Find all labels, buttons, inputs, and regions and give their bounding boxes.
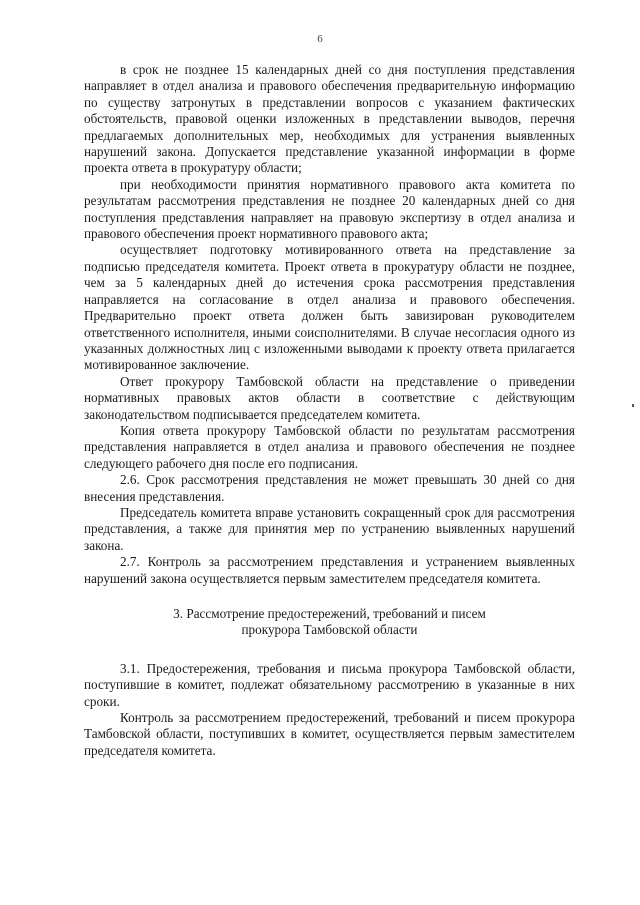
paragraph-response-preparation: осуществляет подготовку мотивированного ответа на представление за подписью председателя комитета. Проект ответа в прокуратуру области не позднее, чем за 5 календарных дней до истечения срока рассмотрения представления направляется на согласование в отдел анализа и правового обеспечения. Предварительно проект ответа должен быть завизирован руководителем ответственного исполнителя, иными соисполнителями. В случае несогласия одного из указанных должностных лиц с изложенными выводами к проекту ответа прилагается мотивированное заключение. xyxy=(84,242,575,373)
scan-artifact-mark xyxy=(632,404,634,407)
paragraph-legal-act-expertise: при необходимости принятия нормативного правового акта комитета по результатам рассмотрения представления не позднее 20 календарных дней со дня поступления представления направляет на правовую экспертизу в отдел анализа и правового обеспечения проект нормативного правового акта; xyxy=(84,176,575,242)
document-body xyxy=(84,62,575,759)
section-3-heading xyxy=(84,606,575,639)
paragraph-clause-2-7: 2.7. Контроль за рассмотрением представления и устранением выявленных нарушений закона осуществляется первым заместителем председателя комитета. xyxy=(84,554,575,586)
page-number: 6 xyxy=(317,33,323,45)
paragraph-shortened-term: Председатель комитета вправе установить сокращенный срок для рассмотрения представления, а также для принятия мер по устранению выявленных нарушений закона. xyxy=(84,504,575,553)
paragraph-response-copy: Копия ответа прокурору Тамбовской области по результатам рассмотрения представления направляется в отдел анализа и правового обеспечения не позднее следующего рабочего дня после его подписания. xyxy=(84,422,575,471)
section-3-heading-line-2: прокурора Тамбовской области xyxy=(241,622,418,638)
paragraph-clause-2-6: 2.6. Срок рассмотрения представления не может превышать 30 дней со дня внесения представления. xyxy=(84,472,575,504)
paragraph-section-3-control: Контроль за рассмотрением предостережений, требований и писем прокурора Тамбовской области, поступивших в комитет, осуществляется первым заместителем председателя комитета. xyxy=(84,710,575,758)
paragraph-response-signing: Ответ прокурору Тамбовской области на представление о приведении нормативных правовых актов области в соответствие с действующим законодательством подписывается председателем комитета. xyxy=(84,373,575,422)
section-3-heading-line-1: 3. Рассмотрение предостережений, требований и писем xyxy=(173,606,486,621)
paragraph-clause-3-1: 3.1. Предостережения, требования и письма прокурора Тамбовской области, поступившие в комитет, подлежат обязательному рассмотрению в указанные в них сроки. xyxy=(84,660,575,709)
paragraph-review-deadline-info: в срок не позднее 15 календарных дней со дня поступления представления направляет в отдел анализа и правового обеспечения предварительную информацию по существу затронутых в представлении вопросов с указанием фактических обстоятельств, правовой оценки изложенных в представлении выводов, перечня предлагаемых дополнительных мер, необходимых для устранения выявленных нарушений закона. Допускается представление указанной информации в форме проекта ответа в прокуратуру области; xyxy=(84,62,575,176)
